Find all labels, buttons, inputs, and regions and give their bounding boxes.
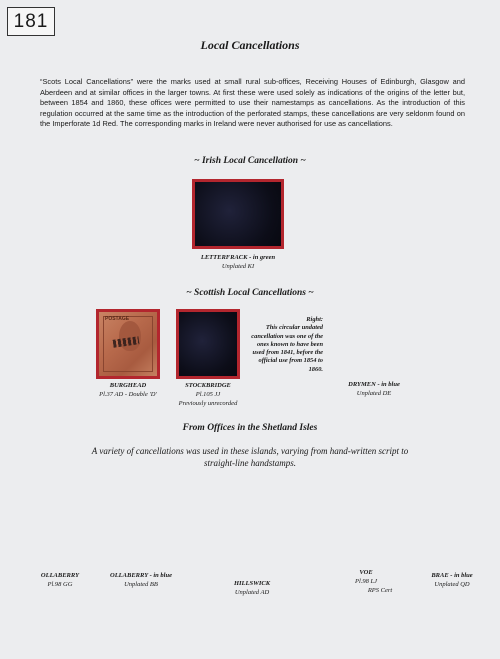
burghead-caption: BURGHEAD <box>109 382 147 389</box>
stamp-image <box>195 182 281 246</box>
hillswick-detail: Unplated AD <box>234 589 270 596</box>
note-body: This circular undated cancellation was one of the ones known to have been used from 1841, before the official use from 1854 to 1860. <box>251 324 323 373</box>
ollaberry-blue-detail: Unplated BB <box>124 581 158 588</box>
stamp-image <box>179 312 237 376</box>
ollaberry-caption: OLLABERRY <box>40 572 80 579</box>
page-title: Local Cancellations <box>200 38 300 52</box>
shetland-heading: From Offices in the Shetland Isles <box>182 423 318 433</box>
voe-extra: RPS Cert <box>367 587 393 594</box>
letterfrack-stamp <box>192 179 284 249</box>
lot-number: 181 <box>7 7 55 36</box>
stockbridge-caption: STOCKBRIDGE <box>185 382 231 389</box>
intro-paragraph: “Scots Local Cancellations” were the marks used at small rural sub-offices, Receiving Houses of Edinburgh, Glasgow and Aberdeen and at similar offices in the larger towns. At first these were used solely as indications of the origins of the letter but, between 1854 and 1860, these offices were permitted to use their namestamps as cancellations. As the introduction of this regulation occurred at the same time as the introduction of the perforated stamps, these cancellations are very seldonm found on the Imperforate 1d Red. The corresponding marks in Ireland were never authorised for use as cancellations. <box>40 77 465 129</box>
drymen-detail: Unplated DE <box>356 390 392 397</box>
stockbridge-detail: Pl.105 JJ <box>195 391 221 398</box>
brae-detail: Unplated QD <box>434 581 470 588</box>
stockbridge-extra: Previously unrecorded <box>178 400 238 407</box>
voe-caption: VOE <box>359 569 373 576</box>
shetland-description: A variety of cancellations was used in these islands, varying from hand-written script to straight-line handstamps. <box>91 446 409 468</box>
letterfrack-caption: LETTERFRACK - in green <box>200 254 276 261</box>
drymen-caption: DRYMEN - in blue <box>348 381 400 388</box>
note-title: Right: <box>306 316 323 323</box>
ollaberry-blue-caption: OLLABERRY - in blue <box>110 572 172 579</box>
voe-detail: Pl.98 LJ <box>354 578 378 585</box>
burghead-detail: Pl.37 AD - Double 'D' <box>99 391 157 398</box>
right-note <box>250 316 323 374</box>
hillswick-caption: HILLSWICK <box>233 580 271 587</box>
brae-caption: BRAE - in blue <box>431 572 473 579</box>
irish-heading: ~ Irish Local Cancellation ~ <box>194 156 306 166</box>
stockbridge-stamp <box>176 309 240 379</box>
ollaberry-detail: Pl.98 GG <box>47 581 73 588</box>
scottish-heading: ~ Scottish Local Cancellations ~ <box>186 288 314 298</box>
burghead-stamp <box>96 309 160 379</box>
stamp-image <box>99 312 157 376</box>
stamp-postage-text: POSTAGE <box>105 316 130 322</box>
letterfrack-detail: Unplated KI <box>221 263 255 270</box>
